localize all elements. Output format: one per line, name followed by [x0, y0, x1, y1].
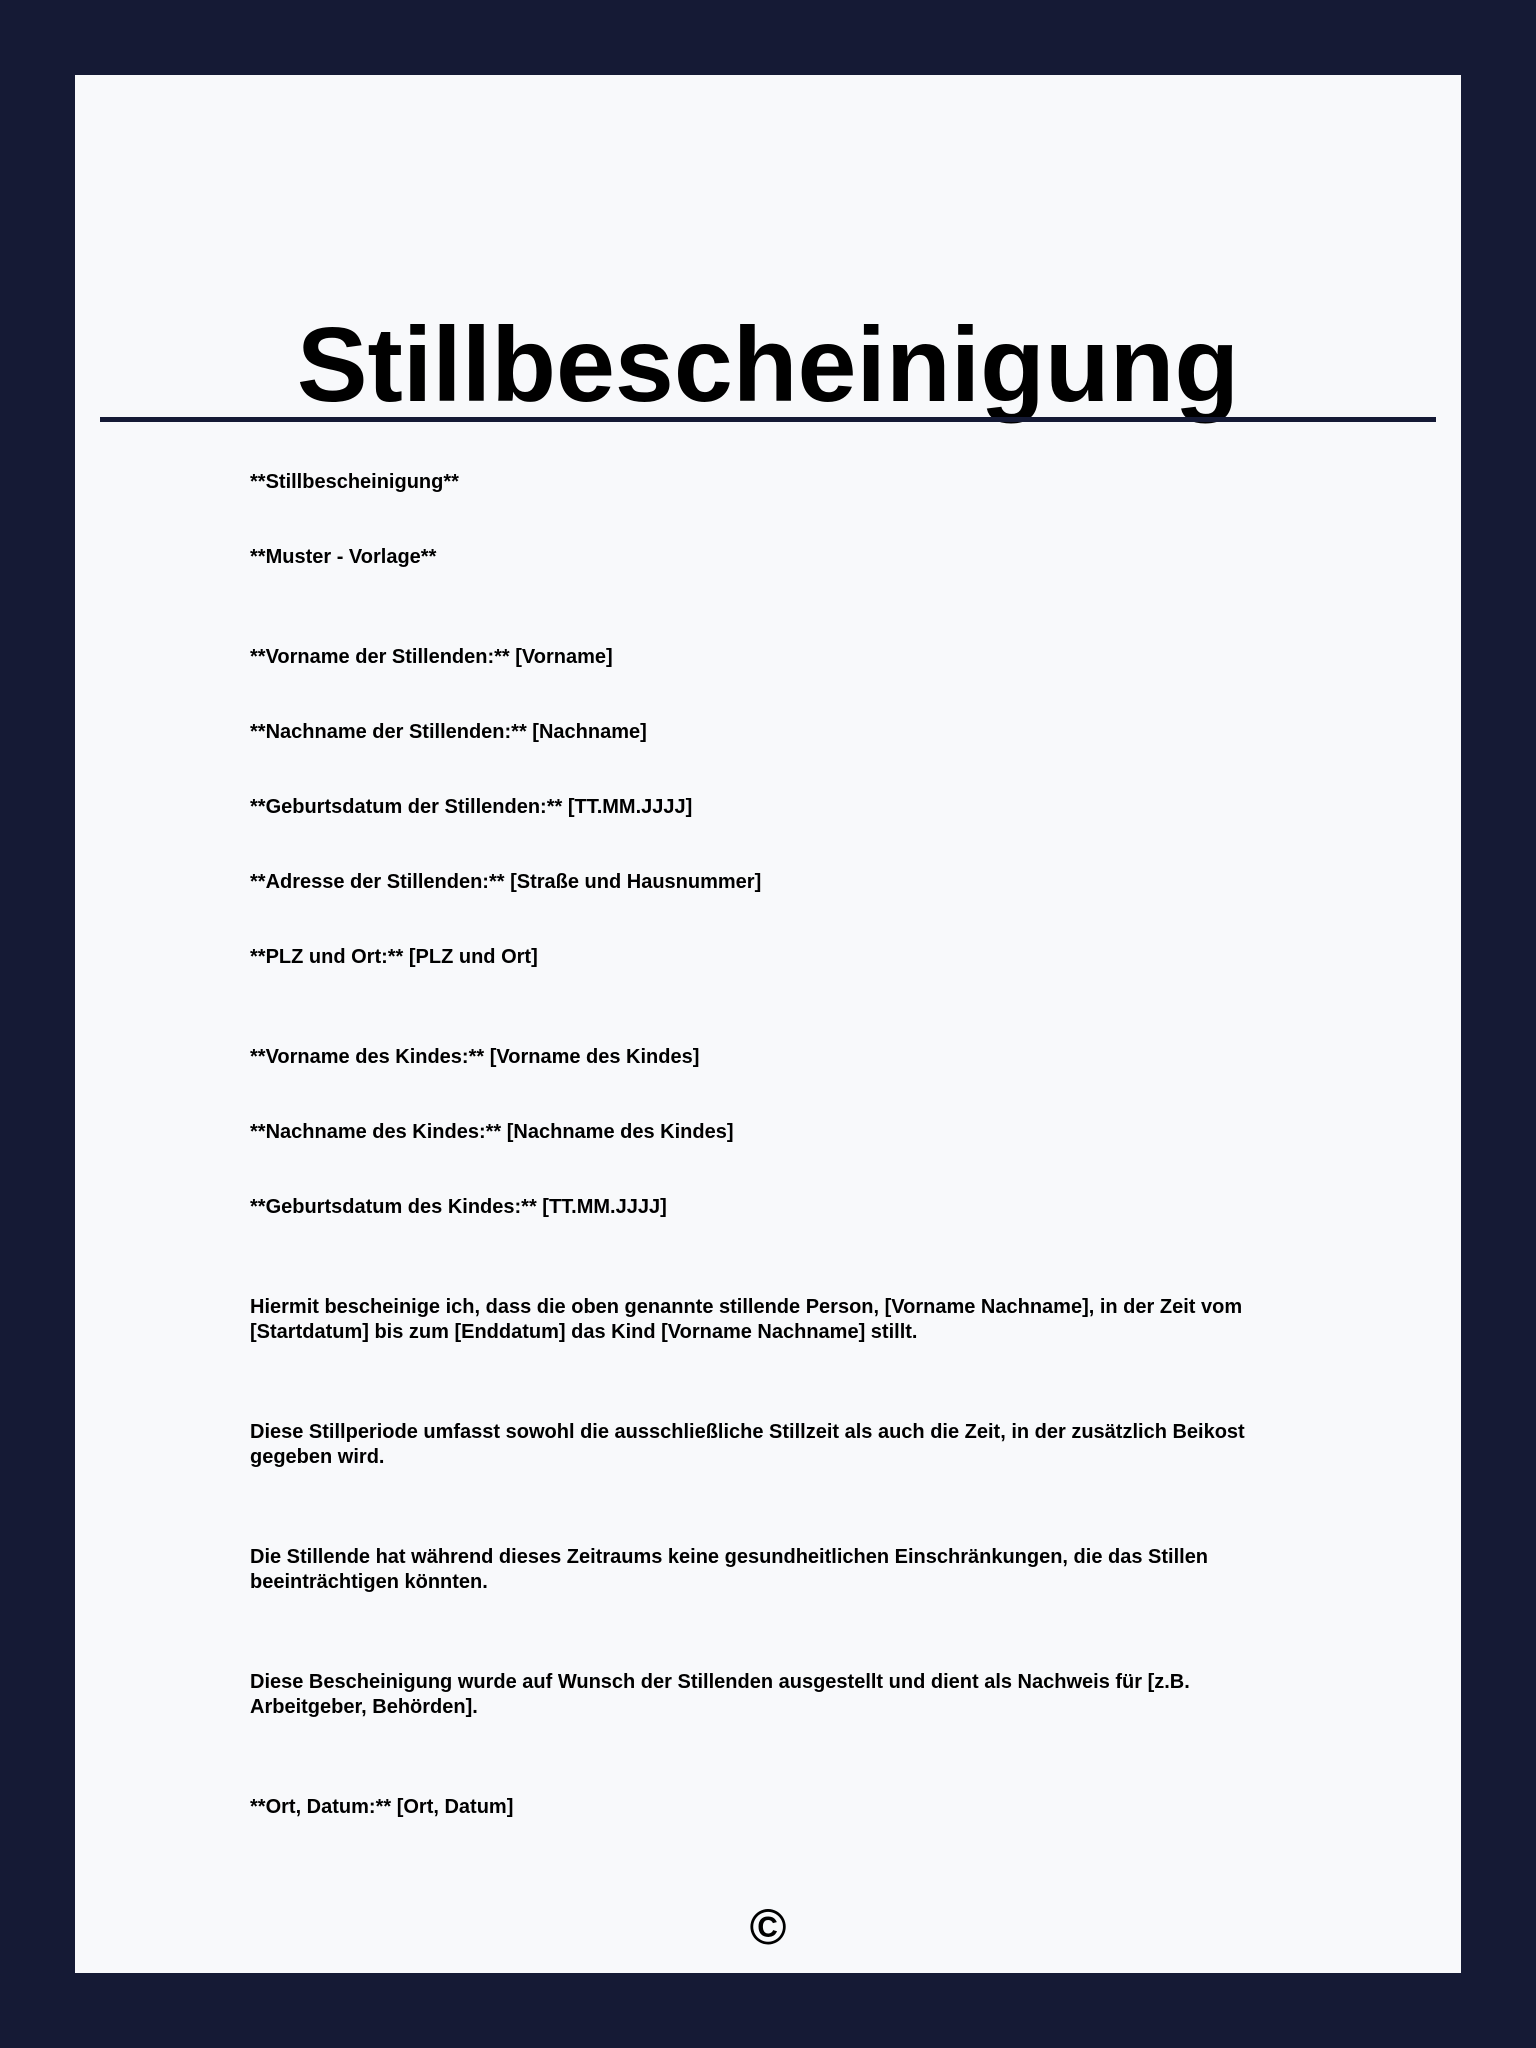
mother-address-field: **Adresse der Stillenden:** [Straße und Hausnummer] — [250, 871, 762, 893]
period-paragraph: Diese Stillperiode umfasst sowohl die ausschließliche Stillzeit als auch die Zeit, in der zusätzlich Beikost gegeben wird. — [250, 1421, 1245, 1468]
health-paragraph: Die Stillende hat während dieses Zeitraums keine gesundheitlichen Einschränkungen, die das Stillen beeinträchtigen könnten. — [250, 1546, 1209, 1593]
purpose-paragraph: Diese Bescheinigung wurde auf Wunsch der Stillenden ausgestellt und dient als Nachweis für [z.B. Arbeitgeber, Behörden]. — [250, 1671, 1190, 1718]
document-page — [75, 75, 1461, 1973]
certification-paragraph: Hiermit bescheinige ich, dass die oben genannte stillende Person, [Vorname Nachname], in der Zeit vom [Startdatum] bis zum [Enddatum] das Kind [Vorname Nachname] stillt. — [250, 1296, 1243, 1343]
document-title: Stillbescheinigung — [296, 306, 1240, 424]
copyright-symbol: © — [749, 1899, 787, 1955]
mother-zip-city-field: **PLZ und Ort:** [PLZ und Ort] — [250, 946, 538, 968]
place-date-field: **Ort, Datum:** [Ort, Datum] — [250, 1796, 514, 1818]
child-last-name-field: **Nachname des Kindes:** [Nachname des Kindes] — [250, 1121, 734, 1143]
heading-line: **Stillbescheinigung** — [250, 471, 459, 493]
child-birthdate-field: **Geburtsdatum des Kindes:** [TT.MM.JJJJ] — [250, 1196, 667, 1218]
mother-first-name-field: **Vorname der Stillenden:** [Vorname] — [250, 646, 613, 668]
child-first-name-field: **Vorname des Kindes:** [Vorname des Kindes] — [250, 1046, 700, 1068]
mother-birthdate-field: **Geburtsdatum der Stillenden:** [TT.MM.JJJJ] — [250, 796, 693, 818]
subheading-line: **Muster - Vorlage** — [250, 546, 437, 568]
mother-last-name-field: **Nachname der Stillenden:** [Nachname] — [250, 721, 647, 743]
title-divider — [100, 417, 1436, 422]
